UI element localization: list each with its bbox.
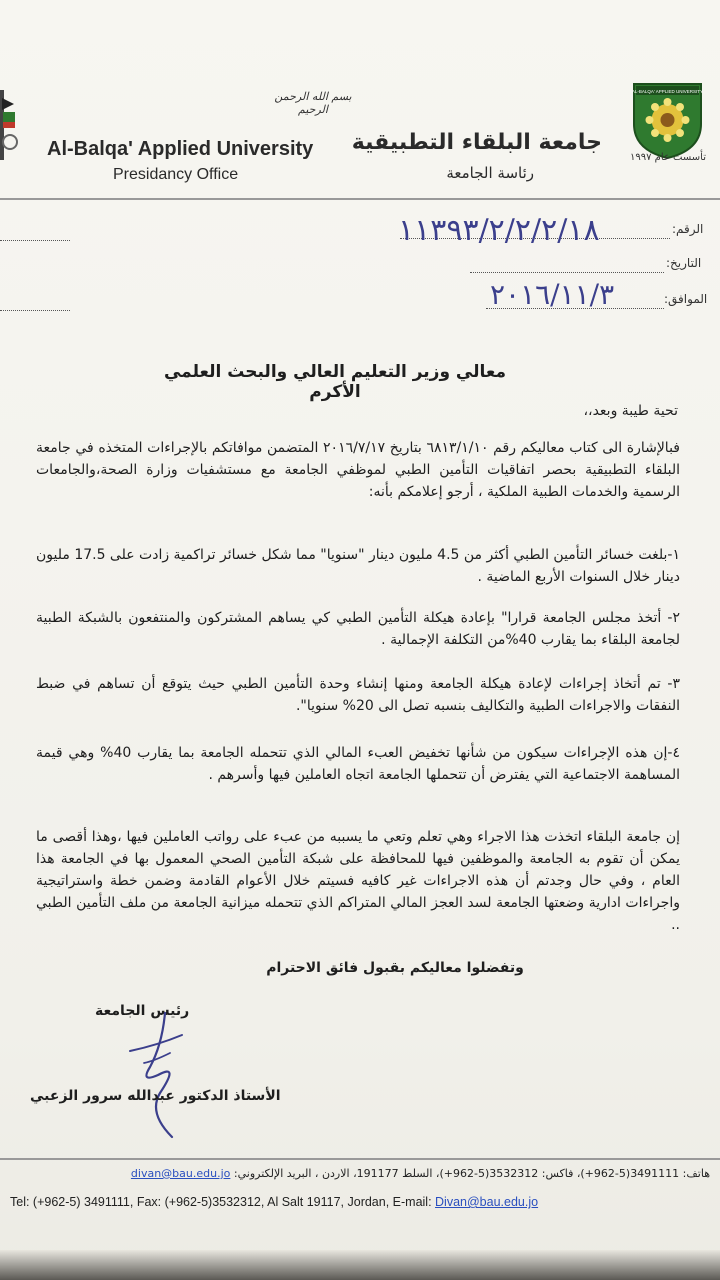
flag-emblem-icon (0, 90, 20, 160)
corresponding-label: الموافق: (664, 292, 708, 306)
handwritten-signature (110, 1005, 200, 1145)
signatory-title: رئيس الجامعة (95, 1003, 190, 1019)
item-3: ٣- تم أتخاذ إجراءات لإعادة هيكلة الجامعة ومنها إنشاء وحدة التأمين الطبي حيث يتوقع أن تساهم في ضبط النفقات والاجراءات الطبية والتكاليف بنسبه تصل الى 20% سنويا". (36, 676, 680, 714)
date-label: التاريخ: (666, 256, 702, 270)
number-label: الرقم: (672, 222, 704, 236)
office-name-en: Presidancy Office (113, 166, 239, 183)
item-1: ١-بلغت خسائر التأمين الطبي أكثر من 4.5 مليون دينار "سنويا" مما شكل خسائر تراكمية زادت على 17.5 مليون دينار خلال السنوات الأربع الماضية . (35, 547, 680, 585)
conclusion-paragraph: إن جامعة البلقاء اتخذت هذا الاجراء وهي تعلم وتعي ما يسببه من عبء على رواتب العاملين فيها ،وهذا أقصى ما يمكن أن تقوم به الجامعة والموظفين فيها للمحافظة على شبكة التأمين الصحي المعمول بها في الجامعة هذا العام ، وفي حال وجدتم أن هذه الاجراءات غير كافيه فسيتم خلال الأعوام القادمة وضمن خطة واستراتيجية واجراءات ادارية وضعتها الجامعة لسد العجز المالي المتراكم الذي تتحمله ميزانية الجامعة من ملف التأمين الطبي .. (36, 829, 680, 933)
intro-paragraph: فبالإشارة الى كتاب معاليكم رقم ٦٨١٣/١/١٠ بتاريخ ٢٠١٦/٧/١٧ المتضمن موافاتكم بالإجراءات المتخذه في جامعة البلقاء التطبيقية بحصر اتفاقيات التأمين الطبي لموظفي الجامعة مع مستشفيات وزارة الصحة،والجامعات الرسمية والخدمات الطبية الملكية ، أرجو إعلامكم بأنه: (36, 440, 680, 500)
university-name-en: Al-Balqa' Applied University (47, 138, 314, 160)
logo-text: AL-BALQA' APPLIED UNIVERSITY (631, 89, 704, 94)
greeting: تحية طيبة وبعد،، (583, 403, 678, 419)
university-logo-icon (630, 80, 705, 160)
basmala: بسم الله الرحمن الرحيم (274, 90, 352, 116)
item-4: ٤-إن هذه الإجراءات سيكون من شأنها تخفيض العبء المالي الذي تتحمله الجامعة بما يقارب 40% وهي قيمة المساهمة الاجتماعية التي يفترض أن تتحملها الجامعة اتجاه العاملين فيها وأسرهم . (36, 745, 680, 783)
footer-arabic-email[interactable]: divan@bau.edu.jo (130, 1167, 231, 1180)
signatory-name: الأستاذ الدكتور عبدالله سرور الزعبي (30, 1088, 281, 1104)
closing-line: وتفضلوا معاليكم بقبول فائق الاحترام (266, 960, 524, 976)
footer-english-text: Tel: (+962-5) 3491111, Fax: (+962-5)3532312, Al Salt 19117, Jordan, E-mail: (10, 1195, 436, 1209)
office-name-ar: رئاسة الجامعة (446, 164, 534, 182)
corresponding-handwritten: ٢٠١٦/١١/٣ (490, 278, 615, 311)
number-line-left (0, 240, 70, 241)
footer-divider (0, 1158, 720, 1160)
university-name-ar: جامعة البلقاء التطبيقية (351, 130, 602, 155)
established-date: تأسست عام ١٩٩٧ (630, 152, 706, 163)
footer-arabic (0, 1167, 710, 1180)
number-handwritten: ١١٣٩٣/٢/٢/٢/١٨ (398, 213, 600, 248)
footer-english-email[interactable]: Divan@bau.edu.jo (435, 1195, 539, 1209)
footer-arabic-text: هاتف: 3491111(5-962+)، فاكس: 3532312(5-962+)، السلط 191177، الاردن ، البريد الإلكتروني: (230, 1167, 710, 1180)
recipient-heading: معالي وزير التعليم العالي والبحث العلمي الأكرم (163, 362, 507, 402)
date-line (470, 272, 664, 273)
header-divider (0, 198, 720, 200)
item-2: ٢- أتخذ مجلس الجامعة قرارا" بإعادة هيكلة التأمين الطبي كي يساهم المشتركون والمنتفعون بالشبكة الطبية لجامعة البلقاء بما يقارب 40%من التكلفة الإجمالية . (36, 610, 680, 648)
footer-english (10, 1195, 538, 1209)
corresponding-line-left (0, 310, 70, 311)
table-surface (0, 1250, 720, 1280)
